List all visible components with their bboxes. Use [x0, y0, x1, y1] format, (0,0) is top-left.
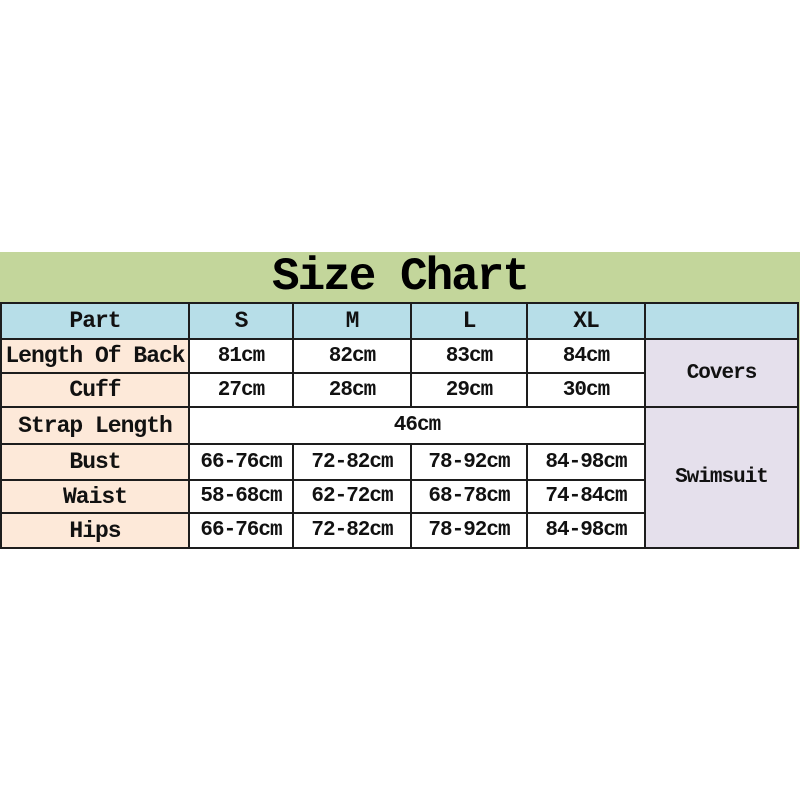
table-row-length-of-back	[1, 339, 798, 373]
value-cell: 84-98cm	[527, 513, 645, 548]
value-cell: 84cm	[527, 339, 645, 373]
value-cell: 83cm	[411, 339, 527, 373]
covers-category-cell: Covers	[645, 339, 798, 407]
column-header-s: S	[189, 303, 293, 339]
table-row-strap-length	[1, 407, 798, 444]
header-row	[1, 303, 798, 339]
part-cell-hips: Hips	[1, 513, 189, 548]
value-cell: 74-84cm	[527, 480, 645, 513]
size-table	[0, 302, 799, 549]
value-cell: 78-92cm	[411, 444, 527, 480]
value-cell: 72-82cm	[293, 513, 411, 548]
merged-value-cell-strap: 46cm	[189, 407, 645, 444]
value-cell: 78-92cm	[411, 513, 527, 548]
column-header-xl: XL	[527, 303, 645, 339]
value-cell: 27cm	[189, 373, 293, 407]
column-header-m: M	[293, 303, 411, 339]
column-header-l: L	[411, 303, 527, 339]
value-cell: 29cm	[411, 373, 527, 407]
column-header-part: Part	[1, 303, 189, 339]
value-cell: 58-68cm	[189, 480, 293, 513]
part-cell-strap-length: Strap Length	[1, 407, 189, 444]
value-cell: 84-98cm	[527, 444, 645, 480]
value-cell: 81cm	[189, 339, 293, 373]
value-cell: 68-78cm	[411, 480, 527, 513]
part-cell-waist: Waist	[1, 480, 189, 513]
value-cell: 30cm	[527, 373, 645, 407]
value-cell: 66-76cm	[189, 444, 293, 480]
column-header-category-empty	[645, 303, 798, 339]
page-title: Size Chart	[271, 251, 529, 303]
value-cell: 66-76cm	[189, 513, 293, 548]
part-cell-bust: Bust	[1, 444, 189, 480]
swimsuit-category-cell: Swimsuit	[645, 407, 798, 548]
part-cell-length-of-back: Length Of Back	[1, 339, 189, 373]
value-cell: 72-82cm	[293, 444, 411, 480]
part-cell-cuff: Cuff	[1, 373, 189, 407]
value-cell: 28cm	[293, 373, 411, 407]
value-cell: 62-72cm	[293, 480, 411, 513]
chart-banner	[0, 252, 800, 549]
value-cell: 82cm	[293, 339, 411, 373]
